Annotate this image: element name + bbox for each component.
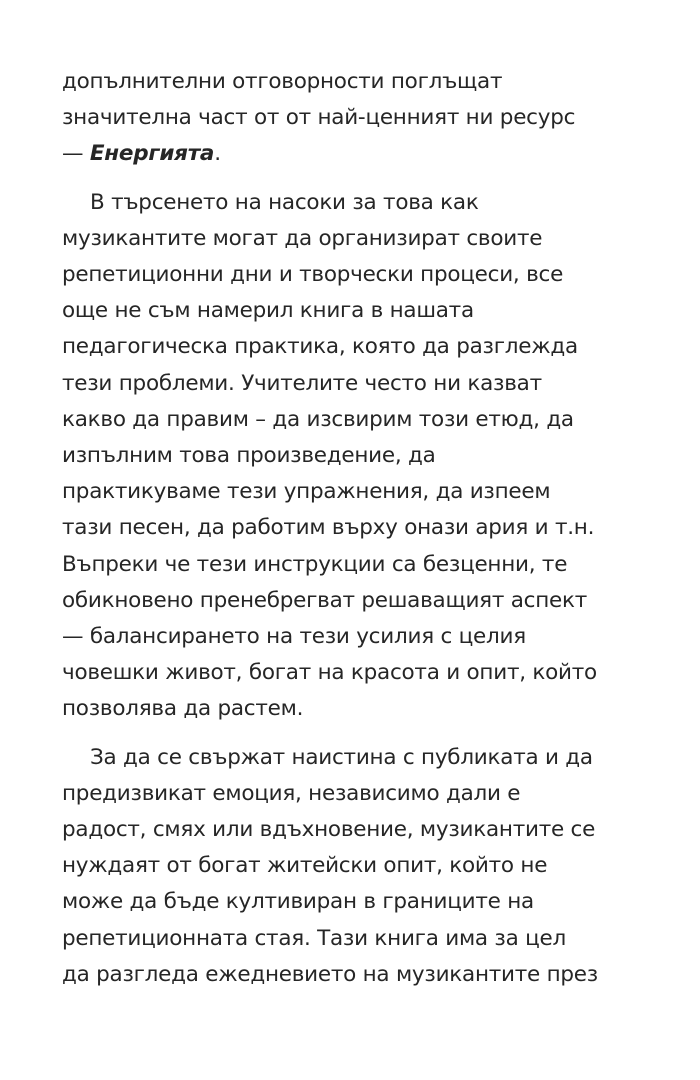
text-line: репетиционни дни и творчески процеси, все — [62, 262, 564, 288]
text-line: значителна част от от най-ценният ни ресурс — [62, 105, 576, 131]
text-line: още не съм намерил книга в нашата — [62, 298, 474, 324]
text-line: В търсенето на насоки за това как — [90, 189, 479, 215]
text-line: репетиционната стая. Тази книга има за цел — [62, 925, 566, 951]
text-line: допълнителни отговорности поглъщат — [62, 69, 503, 94]
period-suffix: . — [214, 141, 221, 167]
emphasized-word: Енергията — [89, 141, 215, 167]
text-line: За да се свържат наистина с публиката и да — [90, 744, 593, 770]
text-line: може да бъде култивиран в границите на — [62, 889, 534, 915]
text-line: педагогическа практика, която да разглежда — [62, 334, 578, 360]
text-line: човешки живот, богат на красота и опит, който — [62, 660, 597, 686]
text-line: позволява да растем. — [62, 696, 304, 722]
text-line: тази песен, да работим върху онази ария и т.н. — [62, 515, 595, 541]
text-line: да разгледа ежедневието на музикантите през — [62, 961, 598, 987]
text-line: изпълним това произведение, да — [62, 443, 436, 469]
paragraph-guidance — [62, 185, 700, 728]
text-line: нуждаят от богат житейски опит, който не — [62, 853, 548, 879]
paragraph-audience — [62, 740, 700, 993]
paragraph-energy — [62, 64, 700, 173]
book-page — [62, 64, 700, 1005]
text-line: Въпреки че тези инструкции са безценни, те — [62, 551, 568, 577]
em-dash-prefix: — — [62, 141, 90, 167]
text-line: обикновено пренебрегват решаващият аспект — [62, 587, 588, 613]
text-line: предизвикат емоция, независимо дали е — [62, 780, 521, 806]
text-line: тези проблеми. Учителите често ни казват — [62, 370, 542, 396]
text-line-emphasis — [62, 136, 700, 172]
text-line: музикантите могат да организират своите — [62, 225, 543, 251]
text-line: какво да правим – да изсвирим този етюд, да — [62, 406, 574, 432]
text-line: практикуваме тези упражнения, да изпеем — [62, 479, 551, 505]
text-line: — балансирането на тези усилия с целия — [62, 624, 526, 650]
text-line: радост, смях или вдъхновение, музикантите се — [62, 817, 596, 843]
